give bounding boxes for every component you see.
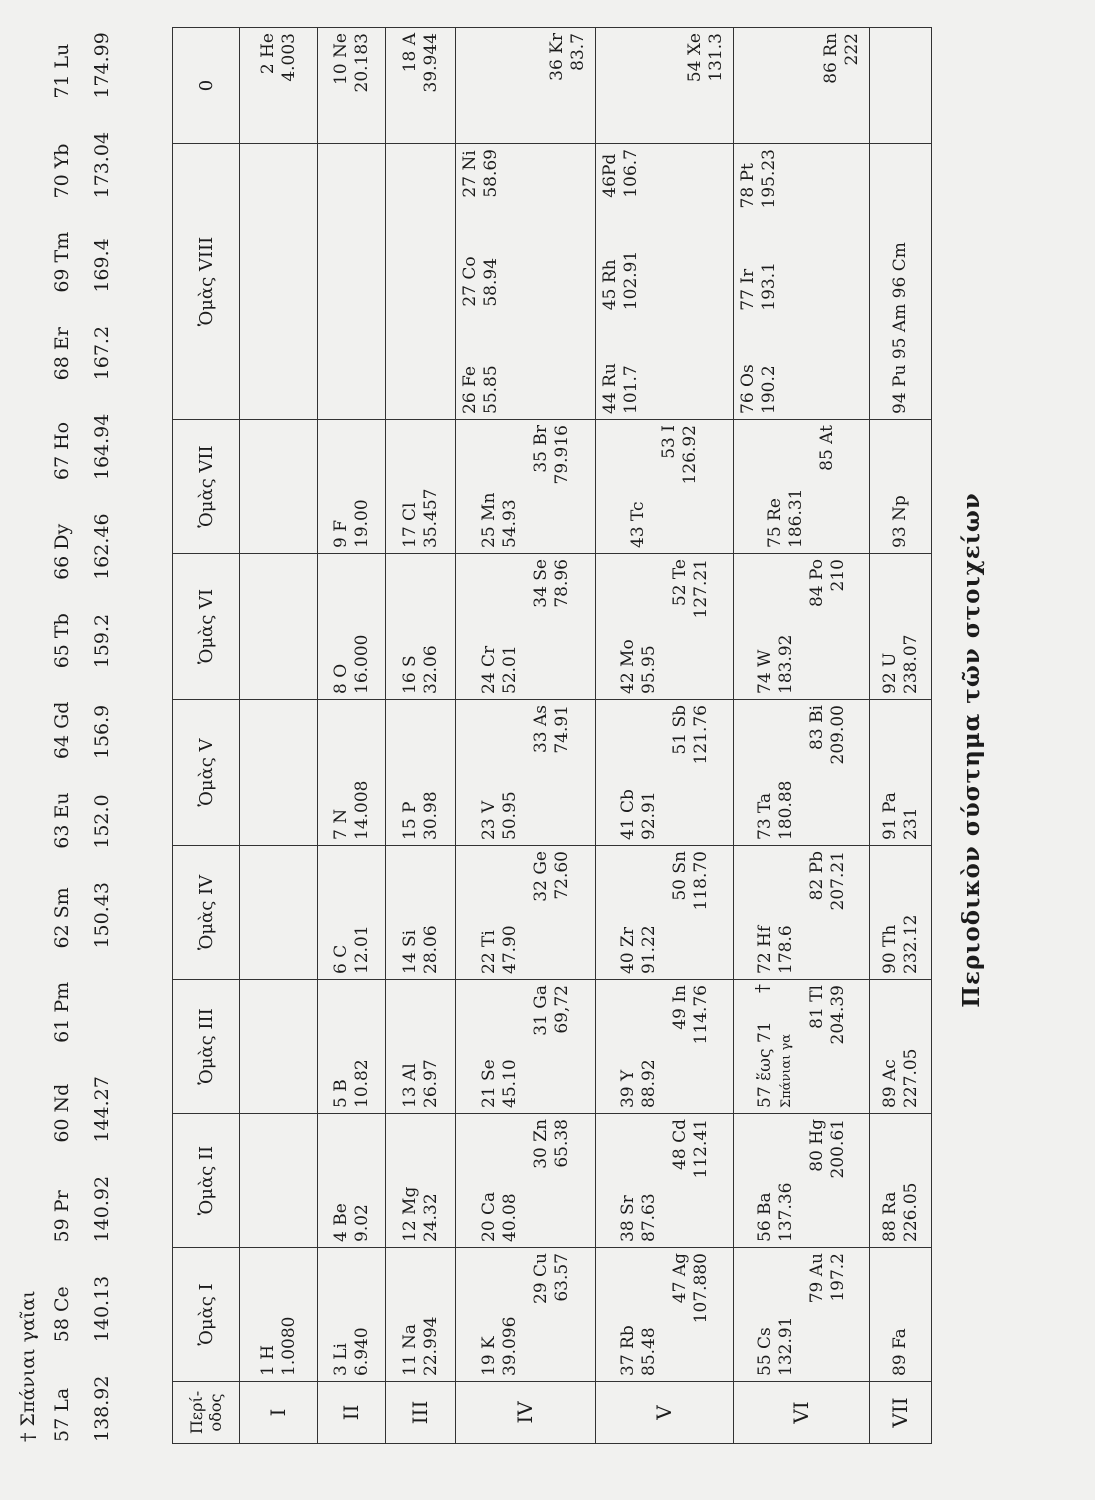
atomic-weight: 226.05 [900,1182,921,1242]
element-symbol: 55 Cs [754,1327,775,1376]
element-symbol: 35 Br [530,425,551,473]
atomic-weight: 112.41 [690,1119,711,1179]
atomic-weight: 190.2 [759,365,779,414]
element-symbol: 18 A [399,33,420,73]
element-cell [734,700,870,846]
element-symbol: 71 Lu [51,43,73,99]
atomic-weight: 150.43 [91,882,113,949]
header-group-7: Ὁμὰς VII [173,420,240,554]
header-group-3: Ὁμὰς III [173,980,240,1114]
element-symbol: 49 In [669,985,690,1030]
atomic-weight: 50.95 [499,791,520,840]
rare-earth-element [51,792,113,848]
element-symbol: 60 Nd [51,1083,73,1143]
atomic-weight: 101.7 [621,365,641,414]
element-symbol: 30 Zn [530,1119,551,1169]
element-cell [386,554,456,700]
rare-earth-element [51,513,113,579]
element-cell [456,1114,596,1248]
atomic-weight: 232.12 [900,914,921,974]
atomic-weight: 169.4 [91,238,113,293]
element-symbol: 79 Au [806,1253,827,1304]
empty-cell [240,420,318,554]
period-label: II [318,1382,386,1444]
element-symbol: 54 Xe [685,33,705,83]
element-cell [386,700,456,846]
atomic-weight: 137.36 [775,1182,796,1242]
element-cell [240,1248,318,1382]
element-cell [596,700,734,846]
element-cell [596,1248,734,1382]
element-symbol: 90 Th [879,924,900,974]
element-symbol: 57 La [51,1387,73,1442]
atomic-weight: 164.94 [91,413,113,481]
element-cell [318,420,386,554]
element-symbol: 81 Tl [806,985,827,1029]
period-label: IV [456,1382,596,1444]
atomic-weight: 174.99 [91,32,113,99]
element-symbol: 94 Pu 95 Am 96 Cm [890,242,910,414]
period-label: III [386,1382,456,1444]
atomic-weight: 118.70 [690,851,711,911]
empty-cell [318,144,386,420]
element-symbol: 68 Er [51,327,73,381]
element-symbol: 45 Rh [600,259,620,311]
atomic-weight: 45.10 [499,1059,520,1108]
element-symbol: 56 Ba [754,1192,775,1242]
atomic-weight: 32.06 [420,645,441,694]
element-symbol: 16 S [399,655,420,694]
empty-cell [240,144,318,420]
atomic-weight: 173.04 [91,131,113,199]
periodic-table [172,27,932,1444]
atomic-weight: 4.003 [278,33,299,82]
atomic-weight: 106.7 [621,149,641,198]
atomic-weight: 144.27 [91,1076,113,1143]
period-row-4 [456,28,596,1444]
element-cell [240,28,318,144]
atomic-weight: 127.21 [690,559,711,619]
element-cell [870,554,932,700]
atomic-weight: 131.3 [706,33,726,82]
atomic-weight: 231 [900,807,921,840]
atomic-weight: 19.00 [351,499,372,548]
element-symbol: 25 Mn [478,492,499,548]
element-cell [734,420,870,554]
element-symbol: 93 Np [890,495,910,548]
empty-cell [240,700,318,846]
atomic-weight: 126.92 [680,425,700,485]
empty-cell [240,980,318,1114]
element-cell [596,28,734,144]
atomic-weight: 159.2 [91,613,113,669]
element-symbol: 48 Cd [669,1119,690,1170]
atomic-weight: 222 [842,33,862,66]
element-symbol: 2 He [257,33,278,75]
atomic-weight: 14.008 [351,780,372,840]
element-cell [870,846,932,980]
element-cell [456,28,596,144]
element-symbol: 37 Rb [617,1325,638,1376]
element-cell [386,980,456,1114]
atomic-weight: 95.95 [638,645,659,694]
element-symbol: 22 Ti [478,930,499,974]
rare-earth-element [51,1376,113,1442]
element-symbol: 92 U [879,652,900,694]
element-symbol: 82 Pb [806,851,827,901]
element-cell [596,144,734,420]
header-group-4: Ὁμὰς IV [173,846,240,980]
element-symbol: 78 Pt [738,163,758,209]
atomic-weight: 39.944 [420,33,441,93]
element-symbol: 80 Hg [806,1119,827,1172]
element-symbol: 6 C [330,944,351,974]
element-cell [456,846,596,980]
element-symbol: 1 H [257,1344,278,1376]
element-cell [596,1114,734,1248]
atomic-weight: 140.13 [91,1275,113,1343]
element-symbol: 43 Tc [628,501,648,548]
period-row-1 [240,28,318,1444]
element-symbol: 11 Na [399,1323,420,1376]
atomic-weight: 47.90 [499,925,520,974]
element-symbol: 46Pd [600,153,620,198]
rare-earth-note: Σπάνιαι γα [778,1033,794,1108]
element-cell [456,700,596,846]
empty-cell [240,1114,318,1248]
element-symbol: 26 Fe [460,366,480,414]
element-cell [386,1248,456,1382]
empty-cell [386,144,456,420]
element-symbol: 32 Ge [530,851,551,902]
element-cell [318,980,386,1114]
element-symbol: 42 Mo [617,639,638,694]
element-cell [456,144,596,420]
atomic-weight: 40.08 [499,1193,520,1242]
atomic-weight: 197.2 [827,1253,848,1302]
atomic-weight: 210 [827,559,848,592]
element-cell [596,846,734,980]
atomic-weight: 209.00 [827,705,848,765]
rare-earth-element [51,982,113,1043]
element-symbol: 70 Yb [51,143,73,199]
atomic-weight: 52.01 [499,645,520,694]
element-cell [870,1248,932,1382]
rare-earths-heading: † Σπάνιαι γαῖαι [17,1290,39,1442]
element-symbol: 64 Gd [51,701,73,760]
atomic-weight: 88.92 [638,1059,659,1108]
atomic-weight: 72.60 [551,851,572,900]
atomic-weight: 6.940 [351,1327,372,1376]
element-cell [870,980,932,1114]
rare-earth-element [51,1076,113,1142]
atomic-weight: 121.76 [690,705,711,765]
atomic-weight: 78.96 [551,559,572,608]
element-symbol: 7 N [330,808,351,840]
element-cell [318,554,386,700]
element-symbol: 27 Co [460,256,480,307]
element-symbol: 10 Ne [330,33,351,85]
atomic-weight: 63.57 [551,1253,572,1302]
element-symbol: 62 Sm [51,887,73,949]
element-symbol: 75 Re [765,498,785,548]
element-cell [386,28,456,144]
atomic-weight: 152.0 [91,794,113,849]
atomic-weight: 65.38 [551,1119,572,1168]
atomic-weight: 26.97 [420,1059,441,1108]
element-symbol: 76 Os [738,364,758,414]
element-symbol: 39 Y [617,1069,638,1108]
header-period: Περί- οδος [173,1382,240,1444]
element-cell [456,420,596,554]
rare-earth-element [51,882,113,948]
rare-earths-list [51,32,113,1442]
element-cell [318,846,386,980]
atomic-weight: 74.91 [551,705,572,754]
period-row-7 [870,28,932,1444]
atomic-weight: 102.91 [621,250,641,311]
atomic-weight: 193.1 [759,262,779,311]
atomic-weight: 1.0080 [278,1316,299,1376]
element-symbol: 31 Ga [530,985,551,1036]
header-group-1: Ὁμὰς I [173,1248,240,1382]
rare-earths-footnote [17,32,157,1442]
atomic-weight: 28.06 [420,925,441,974]
atomic-weight: 79.916 [551,425,572,485]
element-cell [386,846,456,980]
atomic-weight: 69,72 [551,985,572,1034]
element-symbol: 83 Bi [806,705,827,750]
element-cell [870,420,932,554]
element-cell [596,420,734,554]
element-cell [734,1114,870,1248]
element-symbol: 12 Mg [399,1186,420,1242]
empty-cell [870,28,932,144]
element-symbol: 41 Cb [617,789,638,840]
atomic-weight: 35.457 [420,488,441,548]
element-cell [734,1248,870,1382]
element-symbol: 59 Pr [51,1190,73,1243]
empty-cell [240,554,318,700]
element-symbol: 73 Ta [754,792,775,840]
rare-earth-element [51,326,113,380]
atomic-weight: 24.32 [420,1193,441,1242]
atomic-weight: 195.23 [759,149,779,209]
element-symbol: 88 Ra [879,1191,900,1242]
period-row-5 [596,28,734,1444]
element-symbol: 20 Ca [478,1191,499,1242]
header-group-8: Ὁμὰς VIII [173,144,240,420]
atomic-weight: 162.46 [91,513,113,580]
atomic-weight: 55.85 [481,365,501,414]
atomic-weight: 114.76 [690,985,711,1045]
rare-earth-element [51,132,113,198]
page-title: Περιοδικὸν σύστημα τῶν στοιχείων [958,492,985,1008]
atomic-weight: 167.2 [91,325,113,381]
element-symbol: 23 V [478,800,499,840]
element-symbol: 72 Hf [754,925,775,974]
element-symbol: 89 Ac [879,1059,900,1108]
element-symbol: 9 F [330,519,351,548]
period-label: I [240,1382,318,1444]
element-symbol: 61 Pm [51,981,73,1043]
atomic-weight: 83.7 [568,33,588,71]
element-symbol: 33 As [530,705,551,754]
element-cell [318,700,386,846]
element-cell [596,554,734,700]
element-symbol: 44 Ru [600,363,620,414]
element-symbol: 8 O [330,663,351,694]
atomic-weight: 227.05 [900,1048,921,1108]
atomic-weight: 140.92 [91,1175,113,1243]
period-label: VII [870,1382,932,1444]
rare-earth-element [51,1176,113,1242]
element-symbol: 58 Ce [51,1286,73,1343]
rare-earth-element [51,232,113,293]
element-symbol: 50 Sn [669,851,690,901]
atomic-weight: 87.63 [638,1193,659,1242]
element-cell [734,144,870,420]
element-symbol: 77 Ir [738,268,758,311]
element-symbol: 36 Kr [547,33,567,81]
atomic-weight: 54.93 [499,499,520,548]
element-symbol: 84 Po [806,559,827,608]
element-symbol: 86 Rn [821,33,841,84]
atomic-weight: 85.48 [638,1327,659,1376]
atomic-weight: 207.21 [827,851,848,911]
element-symbol: 74 W [754,649,775,694]
element-symbol: 19 K [478,1336,499,1376]
atomic-weight: 30.98 [420,791,441,840]
element-symbol: 29 Cu [530,1253,551,1304]
element-symbol: 38 Sr [617,1195,638,1242]
header-group-2: Ὁμὰς II [173,1114,240,1248]
atomic-weight: 91.22 [638,925,659,974]
element-cell [386,420,456,554]
dagger-mark: † [752,984,773,993]
element-cell [456,1248,596,1382]
element-cell [870,1114,932,1248]
atomic-weight: 16.000 [351,634,372,694]
element-symbol: 21 Se [478,1059,499,1108]
element-symbol: 3 Li [330,1343,351,1376]
header-row [173,28,240,1444]
atomic-weight: 200.61 [827,1119,848,1179]
atomic-weight: 132.91 [775,1316,796,1376]
atomic-weight: 92.91 [638,791,659,840]
period-row-3 [386,28,456,1444]
element-cell [734,28,870,144]
element-symbol: 51 Sb [669,705,690,755]
rare-earth-element [51,414,113,480]
atomic-weight: 58.69 [481,149,501,198]
element-symbol: 17 Cl [399,502,420,548]
period-label: V [596,1382,734,1444]
header-group-6: Ὁμὰς VI [173,554,240,700]
atomic-weight: 9.02 [351,1204,372,1242]
element-symbol: 24 Cr [478,645,499,694]
element-cell [870,700,932,846]
element-cell [734,554,870,700]
element-cell [870,144,932,420]
element-symbol: 65 Tb [51,613,73,669]
element-symbol: 67 Ho [51,421,73,481]
atomic-weight: 180.88 [775,780,796,840]
atomic-weight: 183.92 [775,634,796,694]
rare-earth-element [51,32,113,98]
element-symbol: 85 At [817,425,837,471]
element-symbol: 27 Ni [460,150,480,198]
element-cell [596,980,734,1114]
element-symbol: 53 I [659,425,679,459]
element-symbol: 66 Dy [51,523,73,580]
element-symbol: 91 Pa [879,792,900,840]
element-symbol: 13 Al [399,1063,420,1108]
element-symbol: 14 Si [399,929,420,974]
header-group-5: Ὁμὰς V [173,700,240,846]
element-symbol: 69 Tm [51,231,73,293]
rare-earth-element [51,702,113,760]
element-cell [318,1114,386,1248]
element-symbol: 15 P [399,801,420,840]
empty-cell [240,846,318,980]
element-symbol: 52 Te [669,559,690,607]
element-cell [734,846,870,980]
element-cell [318,1248,386,1382]
atomic-weight: 238.07 [900,634,921,694]
element-cell [456,980,596,1114]
rare-earth-element [51,1276,113,1342]
atomic-weight: 22.994 [420,1316,441,1376]
period-row-6 [734,28,870,1444]
element-symbol: 40 Zr [617,927,638,974]
atomic-weight: 12.01 [351,925,372,974]
element-cell [734,980,870,1114]
element-cell [318,28,386,144]
atomic-weight: 107.880 [690,1253,711,1324]
atomic-weight: 138.92 [91,1375,113,1442]
atomic-weight: 58.94 [481,257,501,307]
element-cell [386,1114,456,1248]
element-symbol: 4 Be [330,1203,351,1242]
period-label: VI [734,1382,870,1444]
atomic-weight: 156.9 [91,704,113,760]
element-symbol: 34 Se [530,559,551,608]
element-cell [456,554,596,700]
atomic-weight: 20.183 [351,33,372,93]
atomic-weight: 186.31 [786,488,806,548]
element-symbol: 89 Fa [890,1328,910,1376]
atomic-weight: 10.82 [351,1059,372,1108]
atomic-weight: 204.39 [827,985,848,1045]
period-row-2 [318,28,386,1444]
rare-earth-element [51,613,113,668]
element-symbol: 47 Ag [669,1253,690,1304]
element-symbol: 63 Eu [51,792,73,849]
element-symbol: 57 ἕως 71 [754,1021,775,1108]
atomic-weight: 39.096 [499,1316,520,1376]
header-group-0: 0 [173,28,240,144]
element-symbol: 5 B [330,1079,351,1108]
atomic-weight: 178.6 [775,925,796,974]
